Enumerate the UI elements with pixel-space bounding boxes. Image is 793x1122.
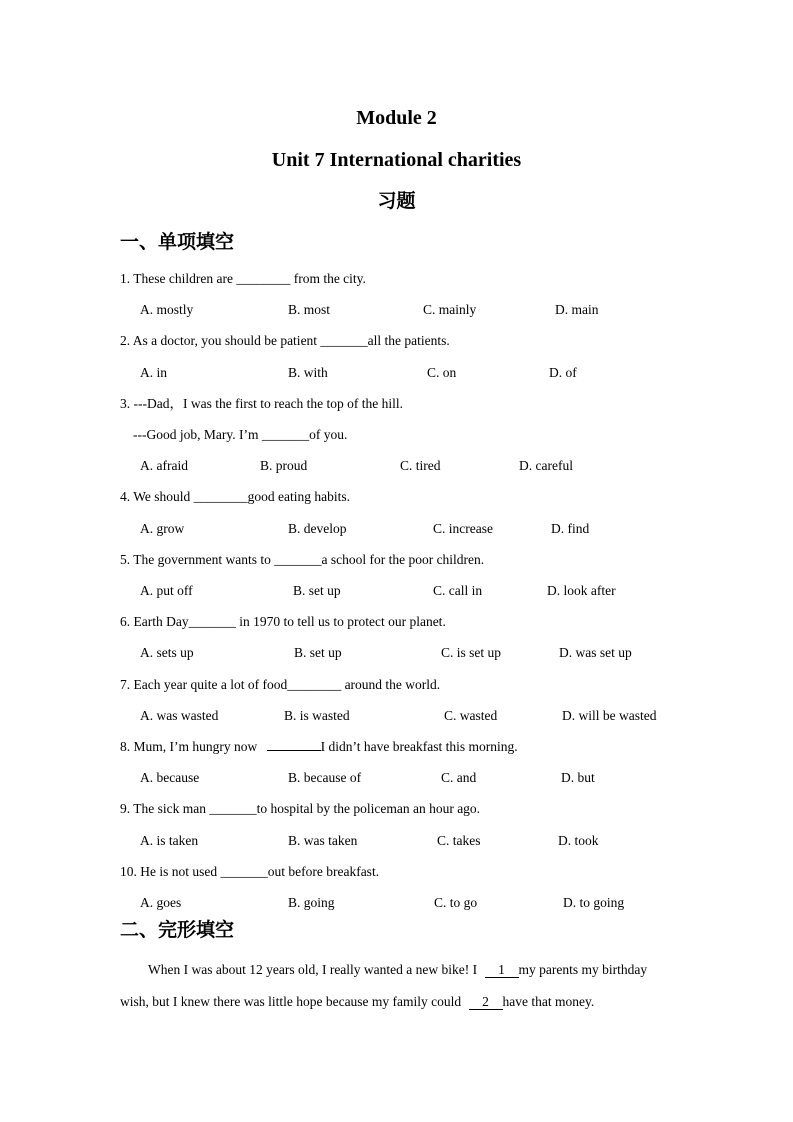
option-a: A. put off <box>140 583 193 598</box>
question-stem: 6. Earth Day_______ in 1970 to tell us to protect our planet. <box>120 614 446 629</box>
question-stem: 1. These children are ________ from the city. <box>120 271 366 286</box>
option-c: C. call in <box>433 583 483 598</box>
question-stem: 9. The sick man _______to hospital by the policeman an hour ago. <box>120 801 481 816</box>
question-stem: 7. Each year quite a lot of food________ around the world. <box>120 677 441 692</box>
exercise-subtitle: 习题 <box>377 190 416 212</box>
question-stem-part: 8. Mum, I’m hungry now <box>120 739 258 754</box>
option-b: B. going <box>288 895 335 910</box>
option-d: D. to going <box>563 895 625 910</box>
option-c: C. to go <box>434 895 478 910</box>
passage-text: When I was about 12 years old, I really wanted a new bike! I <box>148 962 478 977</box>
option-b: B. was taken <box>288 833 358 848</box>
option-a: A. is taken <box>140 833 199 848</box>
option-d: D. look after <box>547 583 616 598</box>
option-c: C. wasted <box>444 708 498 723</box>
option-d: D. will be wasted <box>562 708 657 723</box>
question-stem: 3. ---Dad，I was the first to reach the top of the hill. <box>120 396 404 411</box>
question-stem: 2. As a doctor, you should be patient _______all the patients. <box>120 333 450 348</box>
cloze-blank-1: 1 <box>485 962 519 978</box>
option-d: D. main <box>555 302 599 317</box>
question-stem-reply: ---Good job, Mary. I’m _______of you. <box>133 427 348 442</box>
option-b: B. most <box>288 302 331 317</box>
option-b: B. develop <box>288 521 347 536</box>
section-heading-single-choice: 一、单项填空 <box>120 231 235 253</box>
passage-line <box>148 961 647 979</box>
option-a: A. mostly <box>140 302 194 317</box>
section-heading-cloze: 二、完形填空 <box>120 919 235 941</box>
option-d: D. find <box>551 521 590 536</box>
option-a: A. sets up <box>140 645 194 660</box>
option-c: C. takes <box>437 833 481 848</box>
option-a: A. in <box>140 365 167 380</box>
option-b: B. set up <box>293 583 341 598</box>
question-stem: 10. He is not used _______out before breakfast. <box>120 864 380 879</box>
option-b: B. is wasted <box>284 708 350 723</box>
passage-text: wish, but I knew there was little hope because my family could <box>120 994 462 1009</box>
option-d: D. was set up <box>559 645 632 660</box>
option-a: A. was wasted <box>140 708 219 723</box>
option-d: D. but <box>561 770 595 785</box>
option-d: D. careful <box>519 458 573 473</box>
option-a: A. goes <box>140 895 182 910</box>
option-d: D. of <box>549 365 577 380</box>
option-a: A. because <box>140 770 200 785</box>
option-c: C. increase <box>433 521 493 536</box>
option-a: A. grow <box>140 521 185 536</box>
cloze-blank-2: 2 <box>469 994 503 1010</box>
option-c: C. on <box>427 365 457 380</box>
question-stem-part: I didn’t have breakfast this morning. <box>320 739 518 754</box>
option-d: D. took <box>558 833 599 848</box>
option-c: C. tired <box>400 458 441 473</box>
passage-text: have that money. <box>502 994 595 1009</box>
option-b: B. proud <box>260 458 308 473</box>
option-a: A. afraid <box>140 458 188 473</box>
passage-text: my parents my birthday <box>518 962 648 977</box>
option-b: B. because of <box>288 770 362 785</box>
answer-blank <box>267 750 321 751</box>
option-c: C. mainly <box>423 302 477 317</box>
option-c: C. is set up <box>441 645 502 660</box>
option-b: B. with <box>288 365 328 380</box>
unit-title: Unit 7 International charities <box>271 149 522 171</box>
passage-line <box>120 993 594 1011</box>
question-stem <box>120 738 518 756</box>
question-stem: 5. The government wants to _______a school for the poor children. <box>120 552 485 567</box>
option-c: C. and <box>441 770 477 785</box>
question-stem: 4. We should ________good eating habits. <box>120 489 351 504</box>
module-title: Module 2 <box>356 107 437 129</box>
option-b: B. set up <box>294 645 342 660</box>
